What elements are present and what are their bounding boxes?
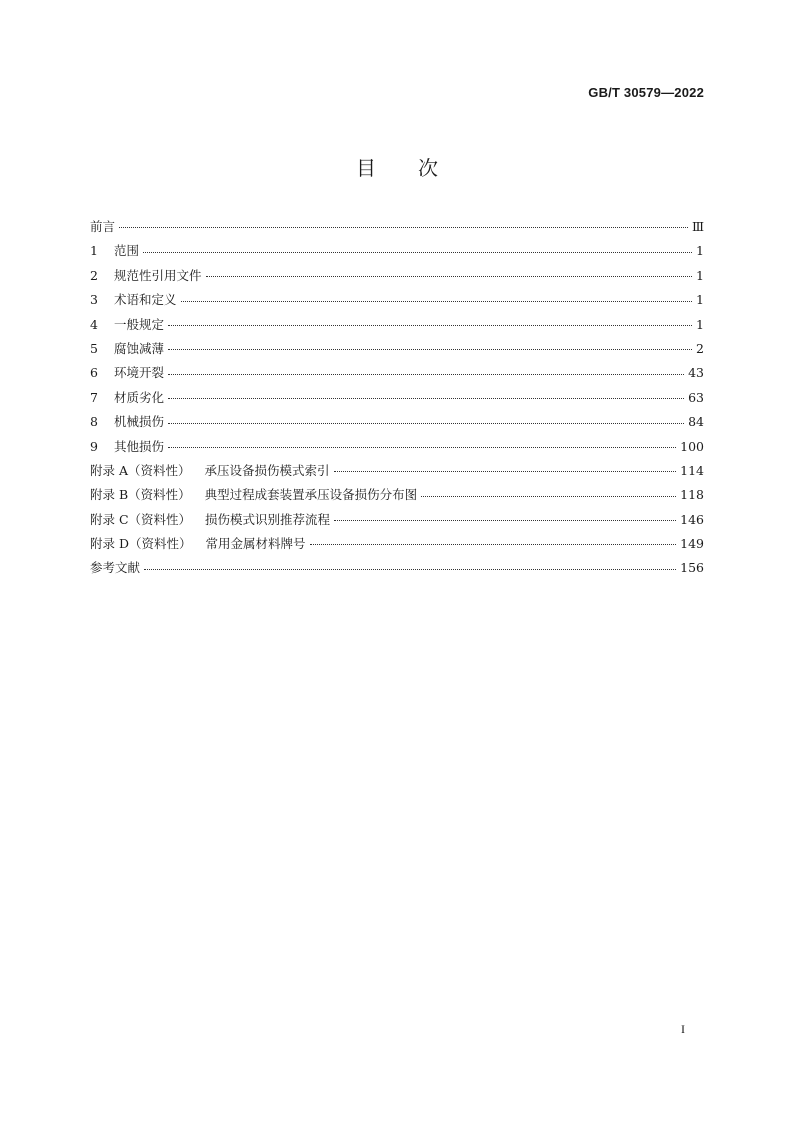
toc-entry-label: 附录 D（资料性）	[90, 536, 192, 552]
toc-entry[interactable]	[90, 435, 704, 459]
toc-entry-number: 5	[90, 340, 98, 356]
toc-dot-leader	[168, 446, 676, 448]
toc-entry-number: 9	[90, 438, 98, 454]
toc-dot-leader	[206, 275, 693, 277]
toc-entry-label: 术语和定义	[114, 292, 177, 308]
toc-entry-page: 2	[696, 340, 704, 356]
toc-dot-leader	[168, 422, 684, 424]
toc-entry-subtitle: 承压设备损伤模式索引	[204, 462, 330, 478]
toc-dot-leader	[168, 348, 692, 350]
toc-dot-leader	[168, 373, 684, 375]
toc-dot-leader	[334, 470, 677, 472]
toc-entry-label: 环境开裂	[114, 365, 165, 381]
toc-dot-leader	[310, 543, 677, 545]
toc-entry-number: 2	[90, 267, 98, 283]
toc-entry-number: 1	[90, 243, 98, 259]
toc-entry[interactable]	[90, 532, 704, 556]
toc-entry[interactable]	[90, 239, 704, 263]
toc-entry-label: 机械损伤	[114, 414, 165, 430]
toc-entry-label: 一般规定	[114, 316, 165, 332]
toc-dot-leader	[143, 251, 692, 253]
toc-dot-leader	[421, 495, 676, 497]
toc-entry-page: 114	[680, 462, 704, 478]
toc-entry[interactable]	[90, 264, 704, 288]
toc-entry-label: 参考文献	[90, 560, 141, 576]
toc-entry-page: 84	[688, 414, 704, 430]
toc-dot-leader	[334, 519, 676, 521]
toc-entry-label: 其他损伤	[114, 438, 165, 454]
toc-entry[interactable]	[90, 459, 704, 483]
toc-dot-leader	[181, 300, 693, 302]
toc-entry-label: 附录 A（资料性）	[90, 462, 191, 478]
toc-entry-page: 100	[680, 438, 704, 454]
toc-entry-page: Ⅲ	[691, 219, 704, 234]
toc-title-char-2: 次	[418, 156, 438, 180]
toc-entry-label: 前言	[90, 219, 116, 234]
toc-dot-leader	[144, 568, 676, 570]
toc-entry-number: 3	[90, 292, 98, 308]
toc-list	[90, 215, 704, 581]
toc-entry[interactable]	[90, 386, 704, 410]
toc-entry[interactable]	[90, 410, 704, 434]
toc-entry-page: 1	[696, 292, 704, 308]
toc-entry[interactable]	[90, 215, 704, 239]
toc-entry-number: 6	[90, 365, 98, 381]
toc-entry[interactable]	[90, 288, 704, 312]
page-number: I	[681, 1022, 685, 1036]
toc-entry-number: 7	[90, 389, 98, 405]
toc-entry-label: 腐蚀减薄	[114, 340, 165, 356]
toc-entry-label: 材质劣化	[114, 389, 165, 405]
toc-entry-subtitle: 常用金属材料牌号	[205, 536, 306, 552]
toc-entry-page: 43	[688, 365, 704, 381]
toc-entry-page: 146	[680, 511, 704, 527]
toc-entry-page: 63	[688, 389, 704, 405]
toc-title-char-1: 目	[356, 156, 376, 180]
toc-entry-label: 规范性引用文件	[114, 267, 202, 283]
toc-entry-number: 8	[90, 414, 98, 430]
document-code: GB/T 30579—2022	[588, 85, 704, 100]
toc-entry-page: 1	[696, 267, 704, 283]
toc-dot-leader	[168, 397, 684, 399]
toc-entry-page: 1	[696, 316, 704, 332]
toc-entry[interactable]	[90, 556, 704, 580]
toc-entry-subtitle: 典型过程成套装置承压设备损伤分布图	[204, 487, 418, 503]
toc-entry-page: 149	[680, 536, 704, 552]
toc-dot-leader	[168, 324, 692, 326]
toc-entry-page: 118	[680, 487, 704, 503]
toc-entry[interactable]	[90, 508, 704, 532]
toc-entry-label: 范围	[114, 243, 140, 259]
toc-entry-label: 附录 B（资料性）	[90, 487, 191, 503]
toc-dot-leader	[119, 226, 688, 228]
toc-entry[interactable]	[90, 337, 704, 361]
toc-entry-page: 1	[696, 243, 704, 259]
toc-entry-page: 156	[680, 560, 704, 576]
toc-title	[0, 152, 794, 181]
toc-entry-subtitle: 损伤模式识别推荐流程	[205, 511, 331, 527]
toc-entry-number: 4	[90, 316, 98, 332]
toc-entry[interactable]	[90, 313, 704, 337]
toc-entry-label: 附录 C（资料性）	[90, 511, 192, 527]
toc-entry[interactable]	[90, 483, 704, 507]
toc-entry[interactable]	[90, 361, 704, 385]
